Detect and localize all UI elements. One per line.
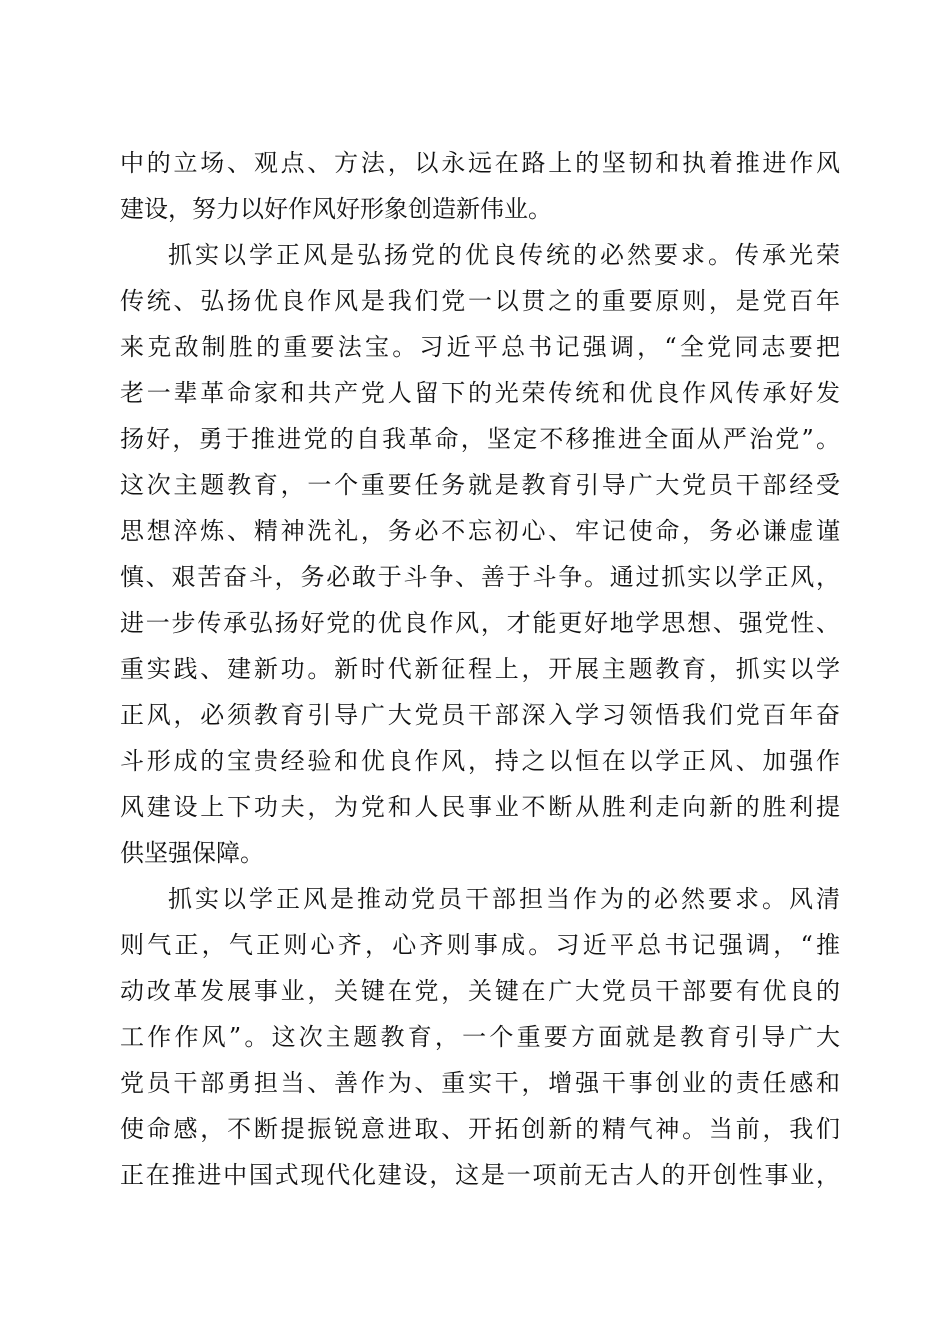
text-line: 正风，必须教育引导广大党员干部深入学习领悟我们党百年奋 <box>120 701 840 729</box>
text-line: 扬好，勇于推进党的自我革命，坚定不移推进全面从严治党”。 <box>120 425 840 453</box>
text-line: 来克敌制胜的重要法宝。习近平总书记强调，“全党同志要把 <box>120 333 840 361</box>
text-line: 建设，努力以好作风好形象创造新伟业。 <box>120 195 552 223</box>
text-line: 供坚强保障。 <box>120 839 264 867</box>
text-line: 工作作风”。这次主题教育，一个重要方面就是教育引导广大 <box>120 1023 840 1051</box>
text-line: 思想淬炼、精神洗礼，务必不忘初心、牢记使命，务必谦虚谨 <box>120 517 840 545</box>
text-line: 老一辈革命家和共产党人留下的光荣传统和优良作风传承好发 <box>120 379 840 407</box>
paragraph-start-line: 抓实以学正风是推动党员干部担当作为的必然要求。风清 <box>168 885 840 913</box>
text-line: 中的立场、观点、方法，以永远在路上的坚韧和执着推进作风 <box>120 149 840 177</box>
text-line: 动改革发展事业，关键在党，关键在广大党员干部要有优良的 <box>120 977 840 1005</box>
text-line: 正在推进中国式现代化建设，这是一项前无古人的开创性事业， <box>120 1161 840 1189</box>
text-line: 斗形成的宝贵经验和优良作风，持之以恒在以学正风、加强作 <box>120 747 840 775</box>
text-line: 这次主题教育，一个重要任务就是教育引导广大党员干部经受 <box>120 471 840 499</box>
paragraph-start-line: 抓实以学正风是弘扬党的优良传统的必然要求。传承光荣 <box>168 241 840 269</box>
text-line: 传统、弘扬优良作风是我们党一以贯之的重要原则，是党百年 <box>120 287 840 315</box>
text-line: 则气正，气正则心齐，心齐则事成。习近平总书记强调，“推 <box>120 931 840 959</box>
text-line: 党员干部勇担当、善作为、重实干，增强干事创业的责任感和 <box>120 1069 840 1097</box>
text-line: 重实践、建新功。新时代新征程上，开展主题教育，抓实以学 <box>120 655 840 683</box>
text-line: 使命感，不断提振锐意进取、开拓创新的精气神。当前，我们 <box>120 1115 840 1143</box>
text-line: 风建设上下功夫，为党和人民事业不断从胜利走向新的胜利提 <box>120 793 840 821</box>
text-line: 进一步传承弘扬好党的优良作风，才能更好地学思想、强党性、 <box>120 609 840 637</box>
text-line: 慎、艰苦奋斗，务必敢于斗争、善于斗争。通过抓实以学正风， <box>120 563 840 591</box>
body-text <box>120 140 840 1198</box>
